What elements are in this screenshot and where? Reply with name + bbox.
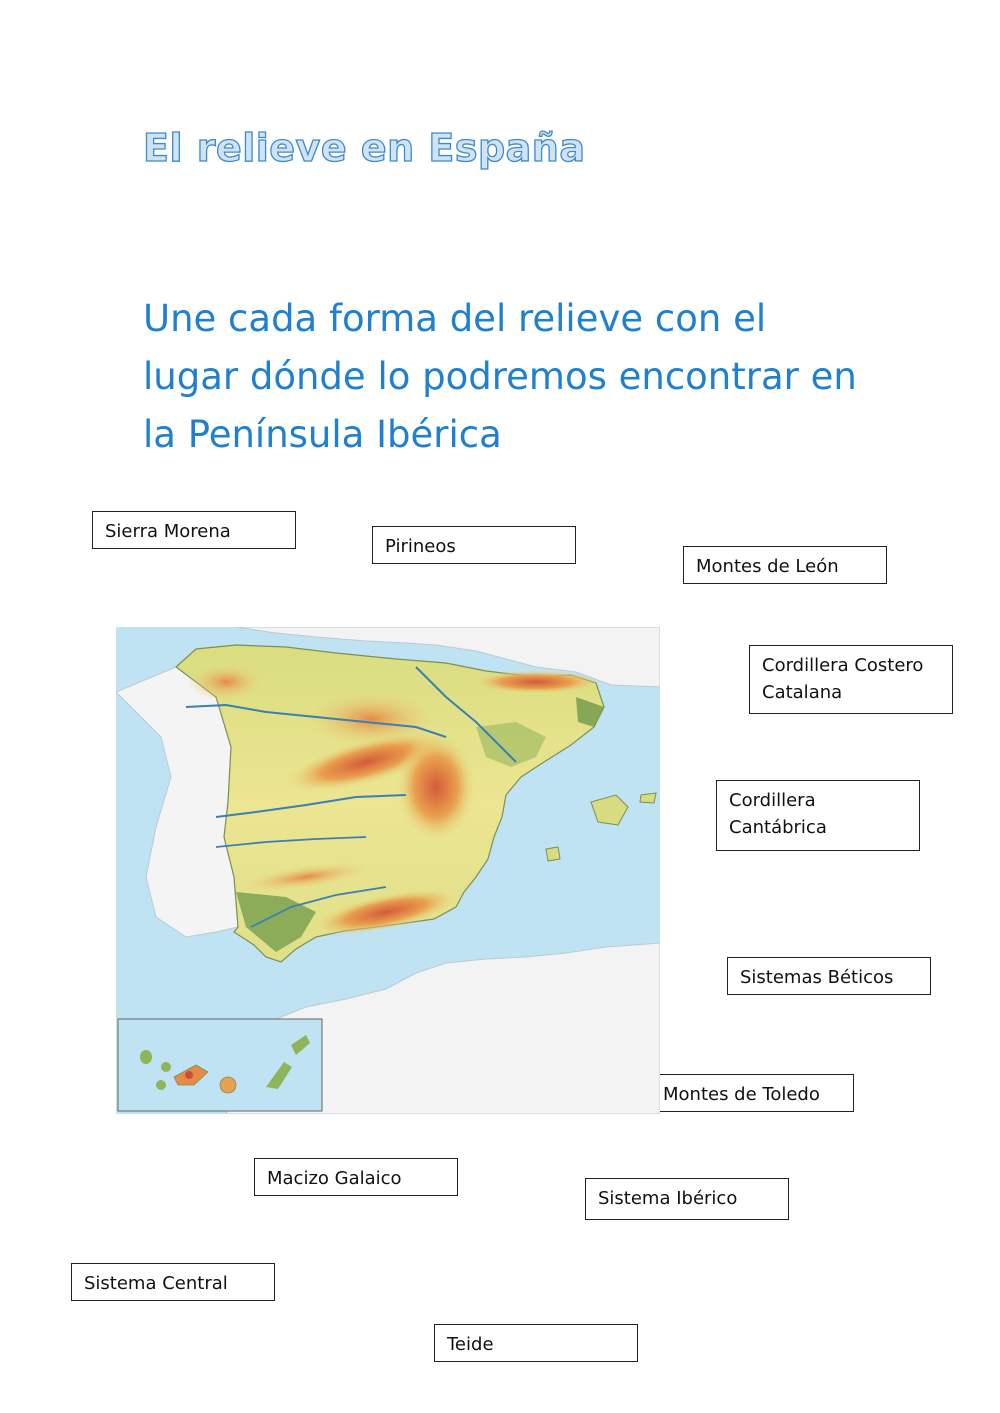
- relief-pyrenees: [471, 670, 601, 694]
- canary-inset: [118, 1019, 322, 1111]
- label-sistemas-beticos[interactable]: Sistemas Béticos: [727, 957, 931, 995]
- label-teide[interactable]: Teide: [434, 1324, 638, 1362]
- relief-map-svg: [116, 627, 660, 1114]
- label-macizo-galaico[interactable]: Macizo Galaico: [254, 1158, 458, 1196]
- label-montes-de-toledo[interactable]: Montes de Toledo: [650, 1074, 854, 1112]
- canary-el-hierro: [156, 1080, 166, 1090]
- menorca: [640, 793, 656, 803]
- page-title: El relieve en España: [143, 126, 586, 170]
- label-sistema-iberico[interactable]: Sistema Ibérico: [585, 1178, 789, 1220]
- label-sierra-morena[interactable]: Sierra Morena: [92, 511, 296, 549]
- label-montes-de-leon[interactable]: Montes de León: [683, 546, 887, 584]
- label-pirineos[interactable]: Pirineos: [372, 526, 576, 564]
- ibiza: [546, 847, 560, 861]
- label-sistema-central[interactable]: Sistema Central: [71, 1263, 275, 1301]
- instructions-text: Une cada forma del relieve con el lugar dónde lo podremos encontrar en la Península Ibérica: [143, 297, 857, 456]
- canary-la-palma: [140, 1050, 152, 1064]
- label-cordillera-costero-catalana[interactable]: Cordillera Costero Catalana: [749, 645, 953, 714]
- label-cordillera-cantabrica[interactable]: Cordillera Cantábrica: [716, 780, 920, 851]
- canary-la-gomera: [161, 1062, 171, 1072]
- relief-galicia: [186, 662, 266, 702]
- relief-iberian: [396, 732, 476, 842]
- teide-peak: [185, 1071, 193, 1079]
- canary-gran-canaria: [220, 1077, 236, 1093]
- relief-map: [116, 627, 660, 1114]
